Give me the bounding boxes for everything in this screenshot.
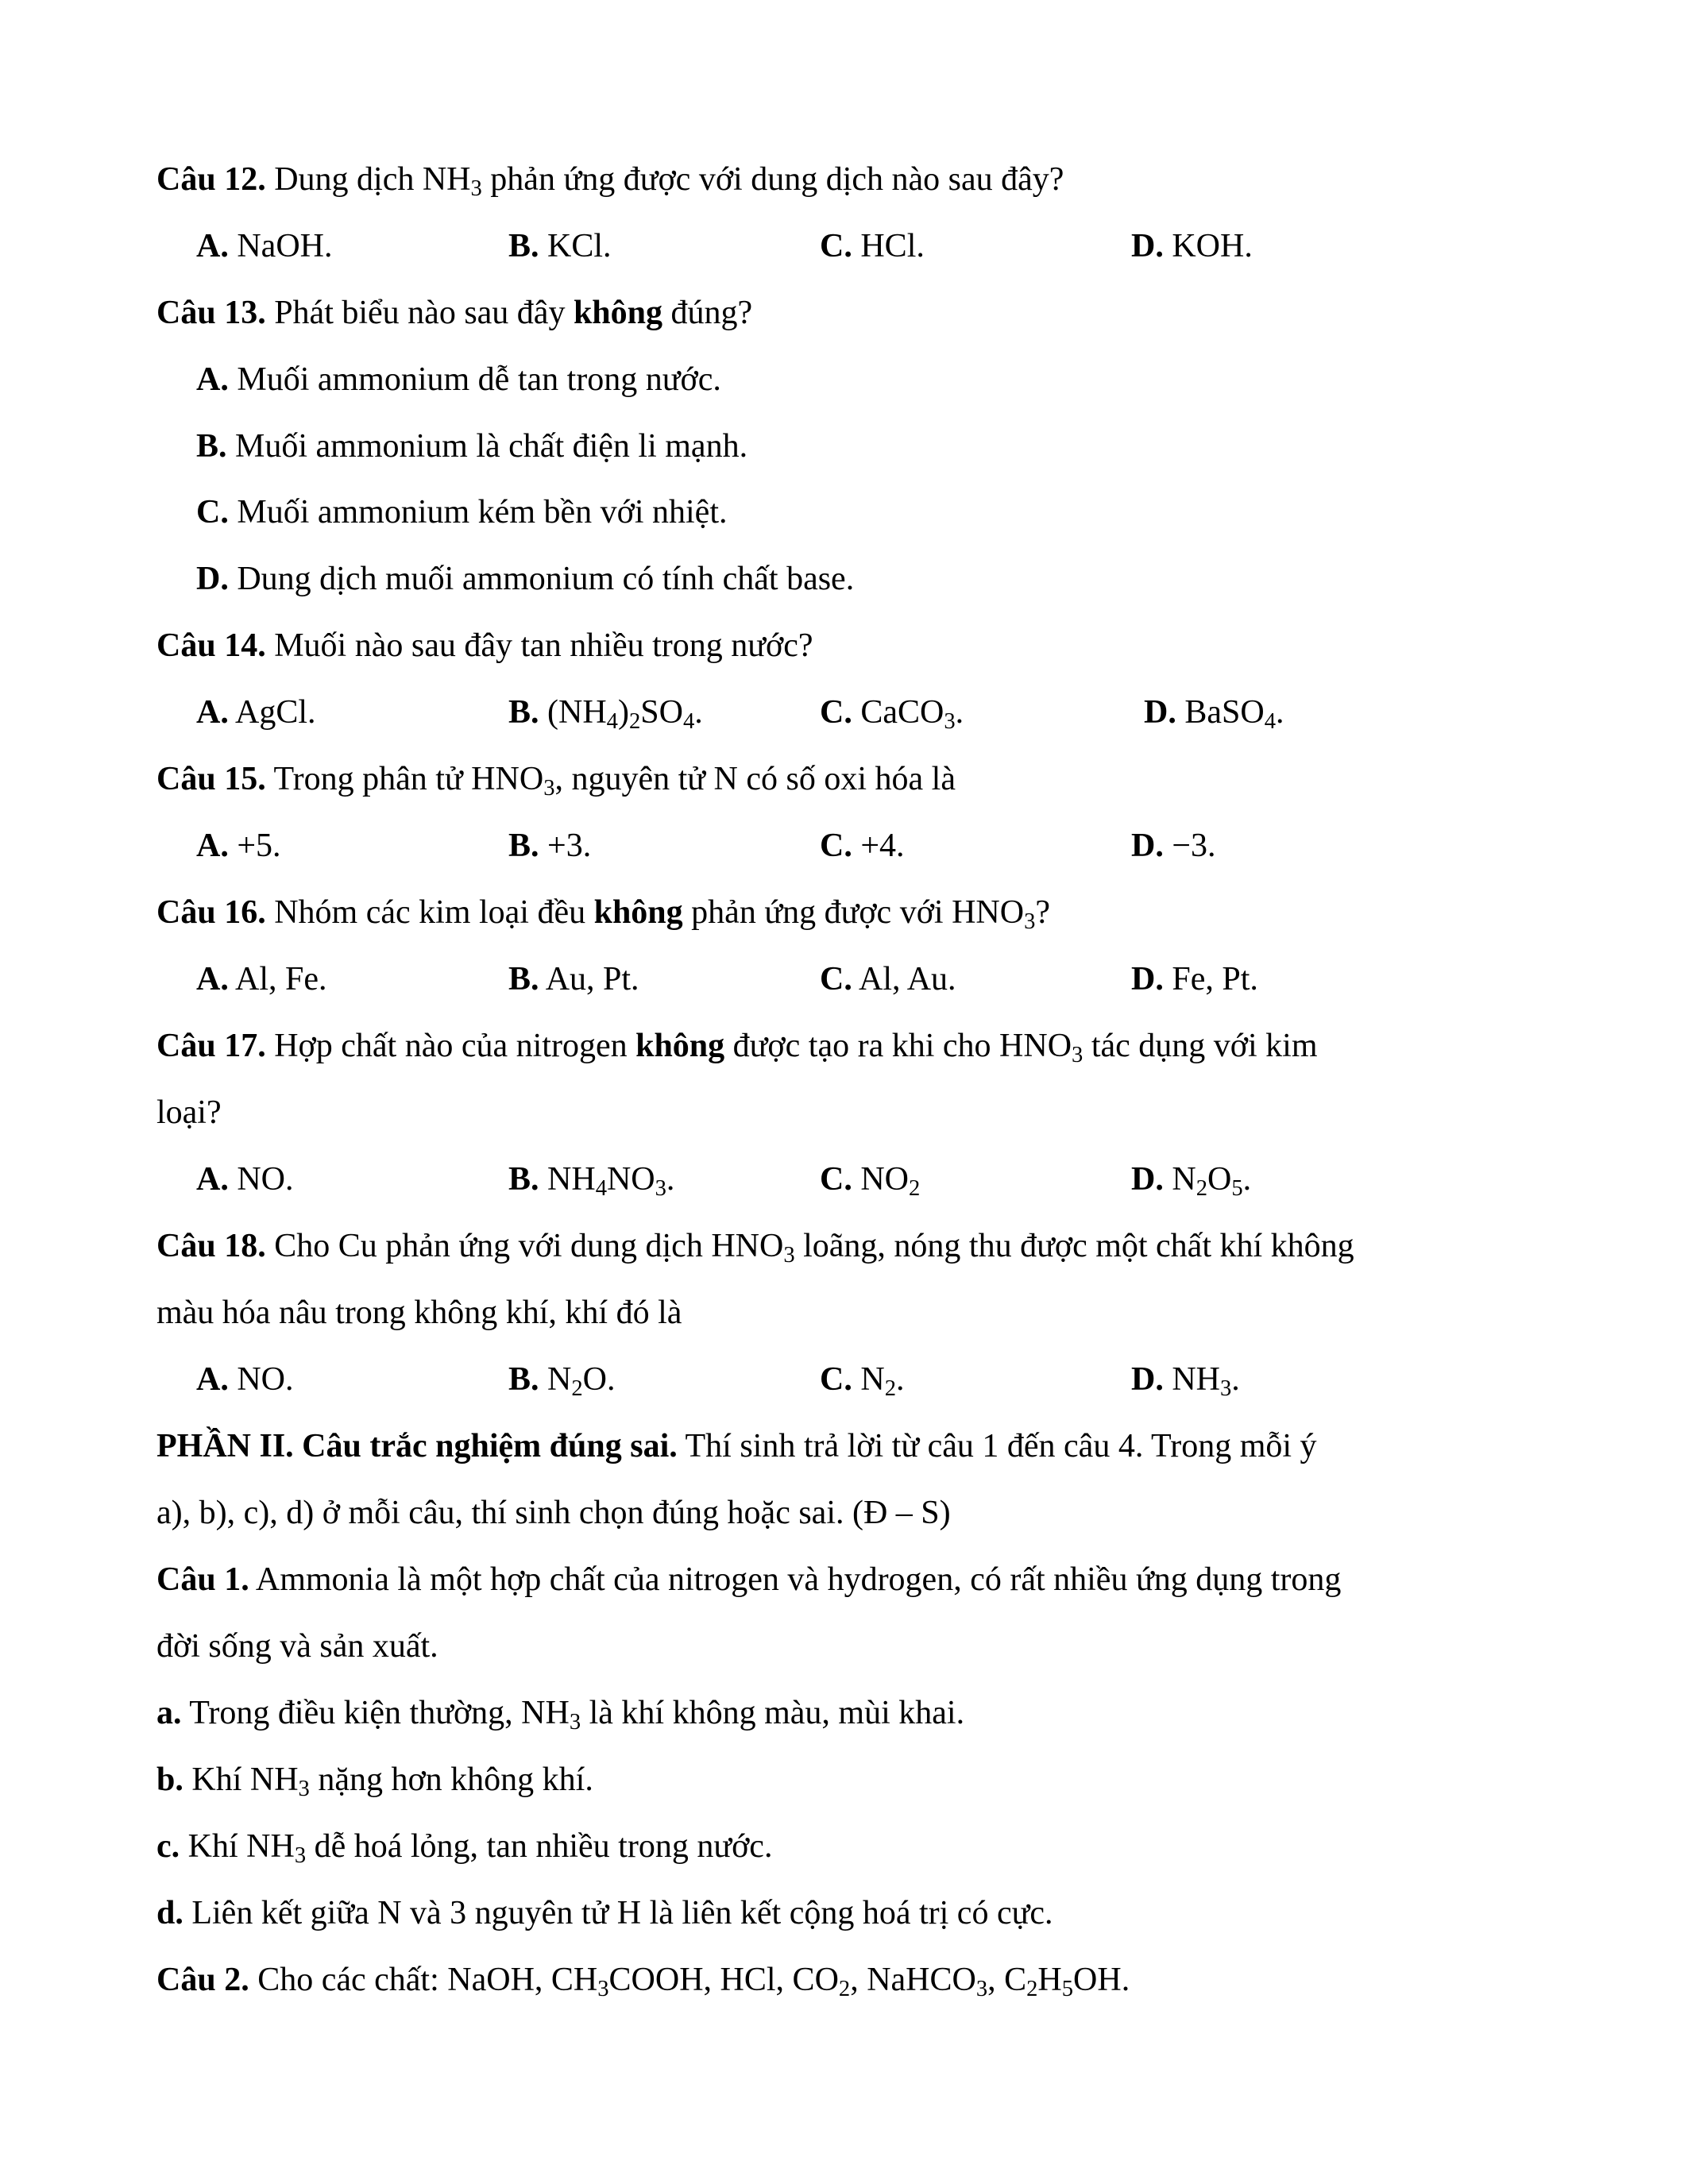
question-13-option-c: C. Muối ammonium kém bền với nhiệt. <box>196 494 728 531</box>
question-17-option-d: D. $N_2O_5$. <box>1131 1161 1252 1202</box>
part-2-question-2-stem: Câu 2. Cho các chất: NaOH, $CH_3COOH$, HCl, $CO_2$, NaHCO$_3$, $C_2H_5OH$. <box>156 1962 1130 2002</box>
question-18-option-b: B. $N_2O$. <box>508 1361 616 1402</box>
part-2-question-1-stem-continued: đời sống và sản xuất. <box>156 1628 438 1665</box>
question-14-option-b: B. $(NH_4)_2SO_4$. <box>508 694 703 735</box>
question-13-option-b: B. Muối ammonium là chất điện li mạnh. <box>196 428 748 465</box>
question-15-stem: Câu 15. Trong phân tử $HNO_3$, nguyên tử N có số oxi hóa là <box>156 761 956 801</box>
question-16-option-c: C. Al, Au. <box>820 961 956 997</box>
question-17-option-c: C. $NO_2$ <box>820 1161 921 1202</box>
part-2-question-1-item-a: a. Trong điều kiện thường, $NH_3$ là khí không màu, mùi khai. <box>156 1695 965 1735</box>
question-13-option-a: A. Muối ammonium dễ tan trong nước. <box>196 361 721 398</box>
question-12-stem: Câu 12. Dung dịch $NH_3$ phản ứng được với dung dịch nào sau đây? <box>156 161 1064 202</box>
question-13-option-d: D. Dung dịch muối ammonium có tính chất base. <box>196 561 855 597</box>
part-2-question-1-item-d: d. Liên kết giữa N và 3 nguyên tử H là liên kết cộng hoá trị có cực. <box>156 1895 1053 1931</box>
part-2-instructions: a), b), c), d) ở mỗi câu, thí sinh chọn đúng hoặc sai. (Đ – S) <box>156 1495 951 1531</box>
question-12-option-c: C. HCl. <box>820 228 925 264</box>
question-18-stem-continued: màu hóa nâu trong không khí, khí đó là <box>156 1295 682 1331</box>
question-12-option-a: A. NaOH. <box>196 228 333 264</box>
question-14-option-c: C. CaCO$_3$. <box>820 694 964 735</box>
question-17-option-b: B. $NH_4NO_3$. <box>508 1161 675 1202</box>
part-2-question-1-stem: Câu 1. Ammonia là một hợp chất của nitrogen và hydrogen, có rất nhiều ứng dụng trong <box>156 1561 1342 1598</box>
question-18-option-a: A. NO. <box>196 1361 294 1398</box>
part-2-question-1-item-c: c. Khí $NH_3$ dễ hoá lỏng, tan nhiều trong nước. <box>156 1828 773 1869</box>
question-16-stem: Câu 16. Nhóm các kim loại đều không phản ứng được với $HNO_3$? <box>156 894 1051 935</box>
question-18-stem: Câu 18. Cho Cu phản ứng với dung dịch $HNO_3$ loãng, nóng thu được một chất khí không <box>156 1228 1354 1268</box>
question-17-stem-continued: loại? <box>156 1094 222 1131</box>
question-15-option-a: A. +5. <box>196 828 281 864</box>
question-12-option-d: D. KOH. <box>1131 228 1253 264</box>
question-15-option-b: B. +3. <box>508 828 592 864</box>
question-17-option-a: A. NO. <box>196 1161 294 1198</box>
question-15-option-c: C. +4. <box>820 828 905 864</box>
question-18-option-d: D. $NH_3$. <box>1131 1361 1240 1402</box>
question-16-option-b: B. Au, Pt. <box>508 961 639 997</box>
question-16-option-a: A. Al, Fe. <box>196 961 327 997</box>
question-14-option-d: D. BaSO$_4$. <box>1144 694 1284 735</box>
question-16-option-d: D. Fe, Pt. <box>1131 961 1258 997</box>
question-14-stem: Câu 14. Muối nào sau đây tan nhiều trong nước? <box>156 627 813 664</box>
question-14-option-a: A. AgCl. <box>196 694 316 731</box>
part-2-question-1-item-b: b. Khí $NH_3$ nặng hơn không khí. <box>156 1761 593 1802</box>
question-13-stem: Câu 13. Phát biểu nào sau đây không đúng? <box>156 295 753 331</box>
question-17-stem: Câu 17. Hợp chất nào của nitrogen không được tạo ra khi cho $HNO_3$ tác dụng với kim <box>156 1028 1318 1068</box>
question-12-option-b: B. KCl. <box>508 228 612 264</box>
part-2-heading: PHẦN II. Câu trắc nghiệm đúng sai. Thí sinh trả lời từ câu 1 đến câu 4. Trong mỗi ý <box>156 1428 1317 1464</box>
question-18-option-c: C. $N_2$. <box>820 1361 905 1402</box>
question-15-option-d: D. −3. <box>1131 828 1216 864</box>
